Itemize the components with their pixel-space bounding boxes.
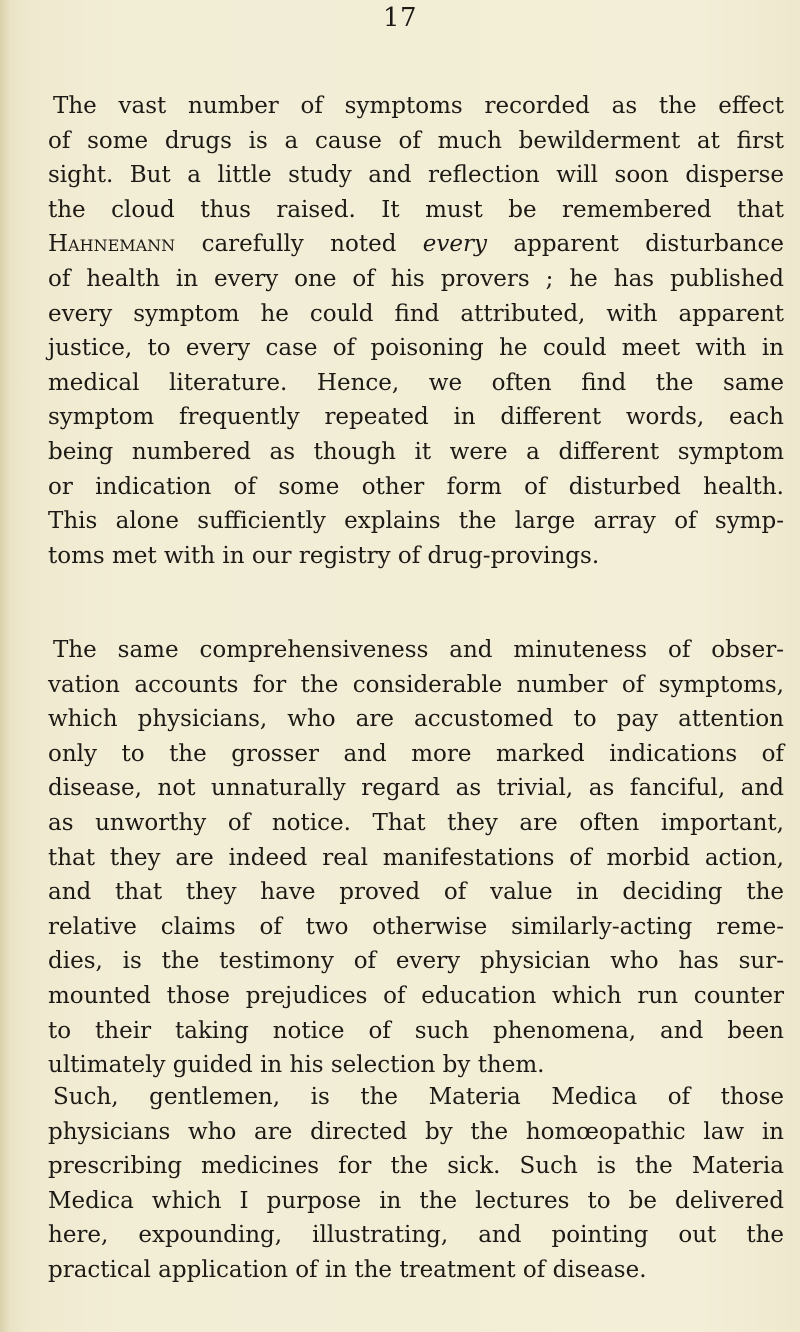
text-line: every symptom he could find attributed, with apparent xyxy=(48,300,784,327)
text-line: only to the grosser and more marked indications of xyxy=(48,740,784,767)
text-line: practical application of in the treatment of disease. xyxy=(48,1256,647,1283)
text-line: of health in every one of his provers ; he has published xyxy=(48,265,784,292)
text-line: The same comprehensiveness and minuteness of obser- xyxy=(53,637,784,663)
text-line: vation accounts for the considerable number of symptoms, xyxy=(48,671,784,698)
text-fragment: carefully noted xyxy=(175,231,423,258)
text-line: and that they have proved of value in deciding the xyxy=(48,879,784,906)
text-line: disease, not unnaturally regard as trivial, as fanciful, and xyxy=(48,775,784,802)
text-line: being numbered as though it were a different symptom xyxy=(48,438,784,465)
text-line: justice, to every case of poisoning he could meet with in xyxy=(48,335,784,362)
text-line: toms met with in our registry of drug-provings. xyxy=(48,542,600,569)
text-line: physicians who are directed by the homœopathic law in xyxy=(48,1118,784,1145)
text-line: symptom frequently repeated in different words, each xyxy=(48,404,784,431)
text-line: mounted those prejudices of education which run counter xyxy=(48,982,784,1009)
text-line: of some drugs is a cause of much bewilderment at first xyxy=(48,127,784,154)
emphasized-word: every xyxy=(422,231,488,258)
text-line: which physicians, who are accustomed to pay attention xyxy=(48,706,784,733)
text-line: This alone sufficiently explains the large array of symp- xyxy=(48,508,784,535)
text-line: sight. But a little study and reflection will soon disperse xyxy=(48,162,784,189)
text-line: or indication of some other form of disturbed health. xyxy=(48,473,784,500)
text-line: prescribing medicines for the sick. Such is the Materia xyxy=(48,1153,784,1180)
page-gutter-shadow xyxy=(0,0,10,1332)
text-line: Such, gentlemen, is the Materia Medica of those xyxy=(53,1084,784,1110)
text-fragment: apparent disturbance xyxy=(487,231,784,258)
text-line: relative claims of two otherwise similarly-acting reme- xyxy=(48,913,784,940)
page-number: 17 xyxy=(382,3,418,33)
text-line: ultimately guided in his selection by them. xyxy=(48,1052,545,1079)
text-line: as unworthy of notice. That they are often important, xyxy=(48,809,784,836)
text-line: that they are indeed real manifestations of morbid action, xyxy=(48,844,784,871)
text-line: dies, is the testimony of every physician who has sur- xyxy=(48,948,784,975)
text-line: medical literature. Hence, we often find the same xyxy=(48,369,784,396)
paragraph-3 xyxy=(48,1080,784,1288)
text-line: The vast number of symptoms recorded as the effect xyxy=(53,93,784,119)
paragraph-2 xyxy=(48,633,784,1083)
text-line: to their taking notice of such phenomena, and been xyxy=(48,1017,784,1044)
author-name: Hahnemann xyxy=(48,231,176,258)
text-line: here, expounding, illustrating, and pointing out the xyxy=(48,1222,784,1249)
paragraph-1 xyxy=(48,89,784,573)
text-line xyxy=(48,227,784,262)
text-line: the cloud thus raised. It must be remembered that xyxy=(48,196,784,223)
text-line: Medica which I purpose in the lectures to be delivered xyxy=(48,1187,784,1214)
